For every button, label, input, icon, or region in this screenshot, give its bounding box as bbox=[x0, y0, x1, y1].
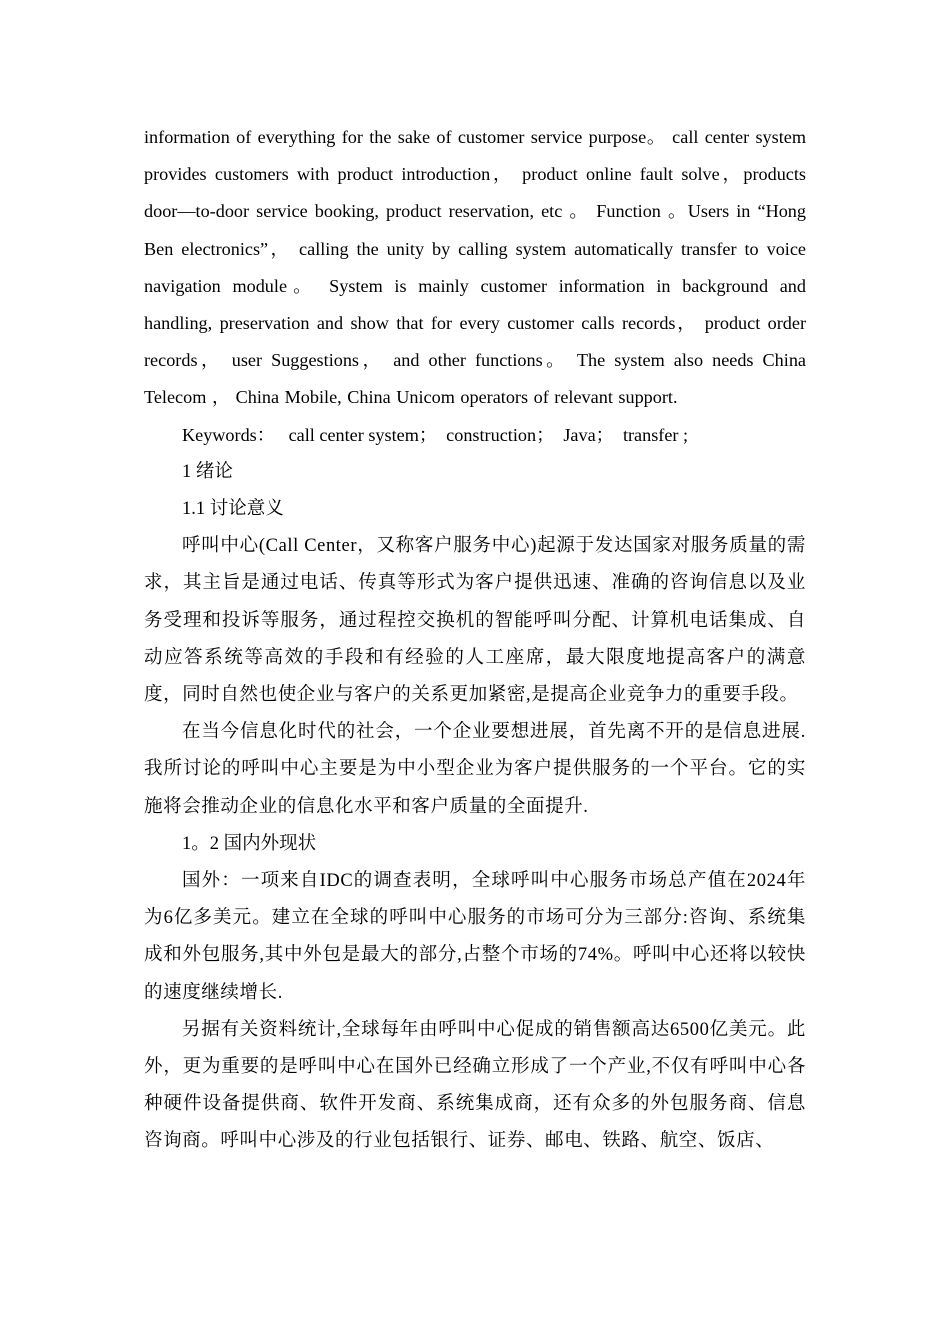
section-1-1-heading: 1.1 讨论意义 bbox=[182, 499, 284, 520]
keywords-items: call center system； construction； Java； transfer ; bbox=[288, 424, 689, 445]
section-1-1-paragraph: 呼叫中心(Call Center，又称客户服务中心)起源于发达国家对服务质量的需求，其主旨是通过电话、传真等形式为客户提供迅速、准确的咨询信息以及业务受理和投诉等服务，通过程控交换机的智能呼叫分配、计算机电话集成、自动应答系统等高效的手段和有经验的人工座席，最大限度地提高客户的满意度，同时自然也使企业与客户的关系更加紧密,是提高企业竞争力的重要手段。 bbox=[144, 536, 806, 706]
section-1-2-paragraph: 国外：一项来自IDC的调查表明，全球呼叫中心服务市场总产值在2024年为6亿多美元。建立在全球的呼叫中心服务的市场可分为三部分:咨询、系统集成和外包服务,其中外包是最大的部分,占整个市场的74%。呼叫中心还将以较快的速度继续增长. bbox=[144, 871, 806, 1003]
section-1-heading: 1 绪论 bbox=[182, 461, 233, 482]
section-1-1-paragraph: 在当今信息化时代的社会，一个企业要想进展，首先离不开的是信息进展.我所讨论的呼叫中心主要是为中小型企业为客户提供服务的一个平台。它的实施将会推动企业的信息化水平和客户质量的全面提升. bbox=[144, 722, 806, 817]
keywords-label: Keywords： bbox=[182, 424, 275, 445]
abstract-paragraph: information of everything for the sake of customer service purpose。 call center system provides customers with product introduction， product online fault solve，products door—to-door service booking, product reservation, etc 。 Function 。Users in “Hong Ben electronics”， calling the unity by calling system automatically transfer to voice navigation module。 System is mainly customer information in background and handling, preservation and show that for every customer calls records， product order records， user Suggestions， and other functions。 The system also needs China Telecom ， China Mobile, China Unicom operators of relevant support. bbox=[144, 127, 806, 408]
page-content bbox=[144, 119, 806, 1161]
keywords-line bbox=[144, 417, 806, 454]
section-1-2-heading: 1。2 国内外现状 bbox=[182, 833, 317, 854]
section-1-2-paragraph: 另据有关资料统计,全球每年由呼叫中心促成的销售额高达6500亿美元。此外，更为重要的是呼叫中心在国外已经确立形成了一个产业,不仅有呼叫中心各种硬件设备提供商、软件开发商、系统集成商，还有众多的外包服务商、信息咨询商。呼叫中心涉及的行业包括银行、证券、邮电、铁路、航空、饭店、 bbox=[144, 1019, 806, 1152]
